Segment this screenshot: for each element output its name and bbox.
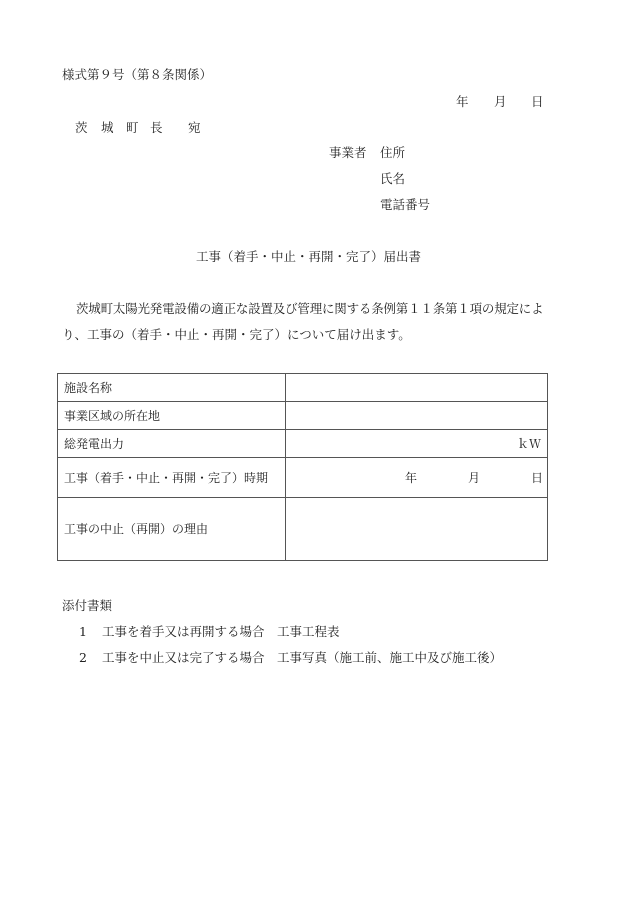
work-year-label: 年 bbox=[405, 470, 418, 485]
applicant-name-label: 氏名 bbox=[380, 171, 406, 186]
table-row bbox=[58, 374, 548, 402]
work-day-label: 日 bbox=[531, 470, 544, 485]
body-line-2: り、工事の（着手・中止・再開・完了）について届け出ます。 bbox=[62, 327, 411, 342]
form-table bbox=[57, 373, 548, 561]
total-output-label: 総発電出力 bbox=[58, 430, 286, 458]
table-row bbox=[58, 430, 548, 458]
body-line-1: 茨城町太陽光発電設備の適正な設置及び管理に関する条例第１１条第１項の規定によ bbox=[76, 301, 544, 316]
addressee-char: 宛 bbox=[188, 120, 201, 135]
attachment-number: 1 bbox=[79, 624, 87, 639]
facility-name-field[interactable] bbox=[286, 374, 548, 402]
date-day-label: 日 bbox=[531, 94, 544, 109]
form-number: 様式第９号（第８条関係） bbox=[62, 67, 213, 82]
table-row bbox=[58, 402, 548, 430]
work-period-label: 工事（着手・中止・再開・完了）時期 bbox=[58, 458, 286, 498]
date-month-label: 月 bbox=[494, 94, 507, 109]
total-output-field[interactable] bbox=[286, 430, 548, 458]
applicant-label: 事業者 bbox=[329, 145, 367, 160]
applicant-address-label: 住所 bbox=[380, 145, 406, 160]
attachment-document: 工事写真（施工前、施工中及び施工後） bbox=[277, 650, 503, 665]
table-row bbox=[58, 458, 548, 498]
addressee-char: 長 bbox=[150, 120, 163, 135]
table-row bbox=[58, 498, 548, 561]
attachments-heading: 添付書類 bbox=[62, 598, 113, 613]
work-month-label: 月 bbox=[468, 470, 481, 485]
site-location-field[interactable] bbox=[286, 402, 548, 430]
attachment-number: 2 bbox=[79, 650, 87, 665]
attachment-case: 工事を着手又は再開する場合 bbox=[102, 624, 265, 639]
facility-name-label: 施設名称 bbox=[58, 374, 286, 402]
attachment-document: 工事工程表 bbox=[277, 624, 340, 639]
date-year-label: 年 bbox=[456, 94, 469, 109]
attachment-case: 工事を中止又は完了する場合 bbox=[102, 650, 265, 665]
addressee-char: 城 bbox=[101, 120, 114, 135]
suspension-reason-label: 工事の中止（再開）の理由 bbox=[58, 498, 286, 561]
addressee-char: 町 bbox=[126, 120, 139, 135]
document-title: 工事（着手・中止・再開・完了）届出書 bbox=[196, 249, 422, 264]
applicant-phone-label: 電話番号 bbox=[380, 197, 431, 212]
work-period-field[interactable] bbox=[286, 458, 548, 498]
addressee-char: 茨 bbox=[75, 120, 88, 135]
suspension-reason-field[interactable] bbox=[286, 498, 548, 561]
site-location-label: 事業区域の所在地 bbox=[58, 402, 286, 430]
kw-unit: ｋＷ bbox=[516, 436, 541, 451]
